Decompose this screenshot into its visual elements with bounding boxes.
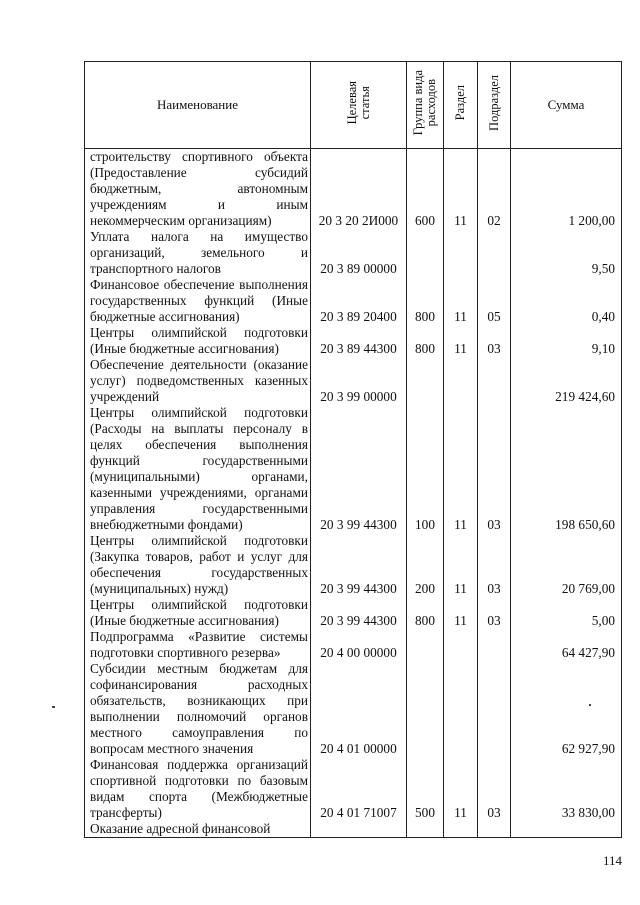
cell-group: 200 <box>407 533 444 597</box>
cell-section: 11 <box>444 533 478 597</box>
cell-sum: 1 200,00 <box>511 149 622 230</box>
cell-sum: 62 927,90 <box>511 661 622 757</box>
table-row <box>85 405 622 533</box>
cell-section: 11 <box>444 277 478 325</box>
cell-name: Субсидии местным бюджетам для софинансирования расходных обязательств, возникающих при выполнении полномочий органов местного самоуправления по вопросам местного значения <box>85 661 311 757</box>
cell-subsection: 05 <box>478 277 511 325</box>
cell-sum: 5,00 <box>511 597 622 629</box>
header-name: Наименование <box>85 62 311 149</box>
header-code: Целевая статья <box>311 62 407 149</box>
cell-section: 11 <box>444 405 478 533</box>
table-row <box>85 757 622 821</box>
cell-section: 11 <box>444 149 478 230</box>
scan-speck <box>589 704 591 706</box>
header-subsection: Подраздел <box>478 62 511 149</box>
cell-code: 20 3 20 2И000 <box>311 149 407 230</box>
page-number: 114 <box>602 853 622 868</box>
cell-name: Финансовая поддержка организаций спортивной подготовки по базовым видам спорта (Межбюджетные трансферты) <box>85 757 311 821</box>
cell-subsection: 02 <box>478 149 511 230</box>
cell-code: 20 3 89 00000 <box>311 229 407 277</box>
cell-name: Центры олимпийской подготовки (Иные бюджетные ассигнования) <box>85 325 311 357</box>
table-row <box>85 597 622 629</box>
cell-subsection: 03 <box>478 405 511 533</box>
table-row <box>85 229 622 277</box>
cell-group: 600 <box>407 149 444 230</box>
cell-subsection <box>478 357 511 405</box>
budget-table <box>84 61 622 838</box>
table-row <box>85 325 622 357</box>
cell-code: 20 3 99 44300 <box>311 405 407 533</box>
cell-code: 20 3 99 00000 <box>311 357 407 405</box>
header-row <box>85 62 622 149</box>
table-body <box>85 149 622 838</box>
cell-code <box>311 821 407 838</box>
cell-group: 800 <box>407 597 444 629</box>
table-row <box>85 661 622 757</box>
cell-sum: 64 427,90 <box>511 629 622 661</box>
table-row <box>85 277 622 325</box>
cell-code: 20 4 01 00000 <box>311 661 407 757</box>
cell-name: Уплата налога на имущество организаций, земельного и транспортного налогов <box>85 229 311 277</box>
scan-speck <box>52 706 55 708</box>
cell-section: 11 <box>444 597 478 629</box>
header-sum: Сумма <box>511 62 622 149</box>
cell-sum: 9,10 <box>511 325 622 357</box>
cell-sum: 20 769,00 <box>511 533 622 597</box>
cell-sum: 219 424,60 <box>511 357 622 405</box>
table-row <box>85 149 622 230</box>
cell-name: Подпрограмма «Развитие системы подготовки спортивного резерва» <box>85 629 311 661</box>
cell-group <box>407 357 444 405</box>
cell-section: 11 <box>444 325 478 357</box>
table-row <box>85 533 622 597</box>
table-row <box>85 357 622 405</box>
cell-code: 20 3 89 20400 <box>311 277 407 325</box>
cell-code: 20 3 99 44300 <box>311 533 407 597</box>
cell-name: Оказание адресной финансовой <box>85 821 311 838</box>
cell-sum: 0,40 <box>511 277 622 325</box>
cell-code: 20 3 99 44300 <box>311 597 407 629</box>
cell-name: Финансовое обеспечение выполнения государственных функций (Иные бюджетные ассигнования) <box>85 277 311 325</box>
cell-code: 20 4 01 71007 <box>311 757 407 821</box>
cell-code: 20 4 00 00000 <box>311 629 407 661</box>
cell-subsection <box>478 661 511 757</box>
cell-sum: 9,50 <box>511 229 622 277</box>
cell-subsection: 03 <box>478 597 511 629</box>
cell-subsection <box>478 229 511 277</box>
cell-name: Центры олимпийской подготовки (Закупка товаров, работ и услуг для обеспечения государственных (муниципальных) нужд) <box>85 533 311 597</box>
cell-name: строительству спортивного объекта (Предоставление субсидий бюджетным, автономным учреждениям и иным некоммерческим организациям) <box>85 149 311 230</box>
cell-name: Центры олимпийской подготовки (Иные бюджетные ассигнования) <box>85 597 311 629</box>
table-row <box>85 629 622 661</box>
cell-name: Центры олимпийской подготовки (Расходы на выплаты персоналу в целях обеспечения выполнения функций государственными (муниципальными) органами, казенными учреждениями, органами управления государственными внебюджетными фондами) <box>85 405 311 533</box>
cell-sum: 33 830,00 <box>511 757 622 821</box>
cell-subsection: 03 <box>478 757 511 821</box>
table-row <box>85 821 622 838</box>
cell-section: 11 <box>444 757 478 821</box>
cell-group: 100 <box>407 405 444 533</box>
cell-sum: 198 650,60 <box>511 405 622 533</box>
cell-subsection: 03 <box>478 325 511 357</box>
cell-group <box>407 821 444 838</box>
cell-group: 500 <box>407 757 444 821</box>
cell-section <box>444 661 478 757</box>
header-section: Раздел <box>444 62 478 149</box>
cell-section <box>444 629 478 661</box>
cell-group: 800 <box>407 325 444 357</box>
cell-section <box>444 357 478 405</box>
cell-group <box>407 629 444 661</box>
cell-code: 20 3 89 44300 <box>311 325 407 357</box>
cell-sum <box>511 821 622 838</box>
cell-section <box>444 821 478 838</box>
cell-group: 800 <box>407 277 444 325</box>
cell-group <box>407 229 444 277</box>
header-group: Группа вида расходов <box>407 62 444 149</box>
cell-subsection: 03 <box>478 533 511 597</box>
cell-section <box>444 229 478 277</box>
cell-group <box>407 661 444 757</box>
cell-subsection <box>478 821 511 838</box>
cell-subsection <box>478 629 511 661</box>
cell-name: Обеспечение деятельности (оказание услуг) подведомственных казенных учреждений <box>85 357 311 405</box>
